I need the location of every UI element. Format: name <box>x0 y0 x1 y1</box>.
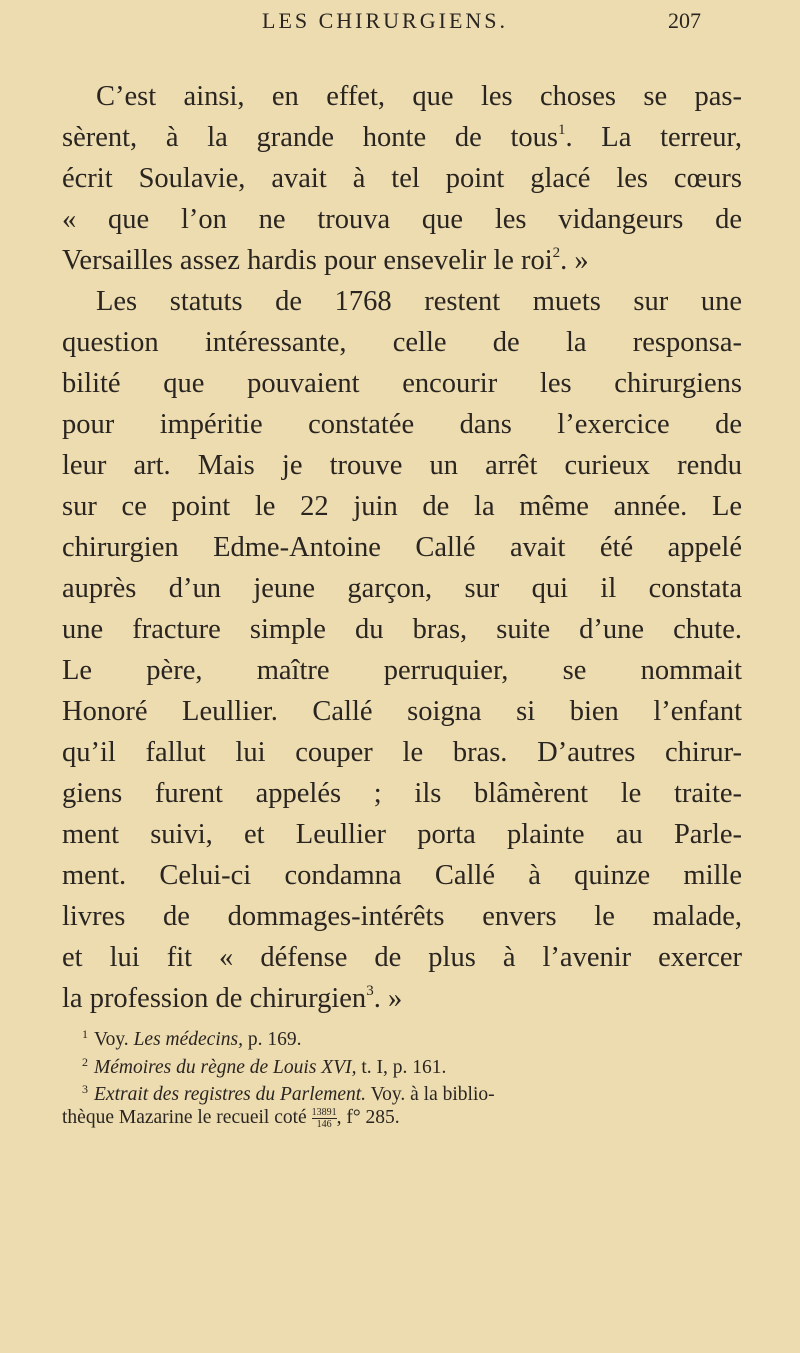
line-text: ment suivi, et Leullier porta plainte au Parle- <box>62 819 742 850</box>
footnote-ref: 1 <box>557 122 566 138</box>
text-line <box>62 281 742 322</box>
line-text: pour impéritie constatée dans l’exercice de <box>62 409 742 440</box>
line-text: giens furent appelés ; ils blâmèrent le traite- <box>62 778 742 809</box>
footnote-text: t. I, p. 161. <box>356 1056 447 1078</box>
text-line <box>62 486 742 527</box>
body-text <box>62 76 742 1019</box>
text-line <box>62 322 742 363</box>
footnote-text: Voy. à la biblio- <box>366 1084 495 1105</box>
footnote <box>62 1104 742 1132</box>
shelfmark-fraction <box>312 1107 337 1130</box>
footnote-ref: 3 <box>366 983 374 999</box>
footnotes <box>62 1021 742 1131</box>
line-text: question intéressante, celle de la responsa- <box>62 327 742 358</box>
page-number: 207 <box>668 8 701 33</box>
text-line <box>62 650 742 691</box>
line-text: bilité que pouvaient encourir les chirurgiens <box>62 368 742 399</box>
text-line <box>62 527 742 568</box>
line-text: auprès d’un jeune garçon, sur qui il constata <box>62 573 742 604</box>
footnote <box>62 1049 742 1077</box>
text-line <box>62 76 742 117</box>
footnote-title: Extrait des registres du Parlement. <box>94 1084 367 1105</box>
text-line <box>62 937 742 978</box>
text-line <box>62 568 742 609</box>
text-line <box>62 240 742 281</box>
line-text: ment. Celui-ci condamna Callé à quinze mille <box>62 860 742 891</box>
footnote <box>62 1021 742 1049</box>
footnote-text: , f° 285. <box>336 1106 400 1128</box>
line-text: sèrent, à la grande honte de tous <box>62 122 558 153</box>
line-text: et lui fit « défense de plus à l’avenir exercer <box>62 942 742 973</box>
footnote-number: 1 <box>82 1027 88 1041</box>
text-line <box>62 978 742 1019</box>
line-text: Le père, maître perruquier, se nommait <box>62 655 742 686</box>
line-text: écrit Soulavie, avait à tel point glacé les cœurs <box>62 163 742 194</box>
text-line <box>62 158 742 199</box>
footnote <box>62 1076 742 1104</box>
line-text: Versailles assez hardis pour ensevelir le roi <box>62 245 553 276</box>
line-text: . » <box>373 983 403 1014</box>
line-text: Les statuts de 1768 restent muets sur une <box>96 286 742 317</box>
footnote-text: thèque Mazarine le recueil coté <box>62 1106 312 1128</box>
footnote-text: p. 169. <box>242 1029 302 1050</box>
text-line <box>62 814 742 855</box>
line-text: « que l’on ne trouva que les vidangeurs de <box>62 204 742 235</box>
text-line <box>62 609 742 650</box>
footnote-title: Mémoires du règne de Louis XVI, <box>94 1056 357 1078</box>
line-text: . » <box>560 245 589 276</box>
line-text: sur ce point le 22 juin de la même année. Le <box>62 491 742 522</box>
line-text: qu’il fallut lui couper le bras. D’autres chirur- <box>62 737 742 768</box>
footnote-text: Voy. <box>94 1029 134 1050</box>
line-text: Honoré Leullier. Callé soigna si bien l’enfant <box>62 696 742 727</box>
text-line <box>62 855 742 896</box>
text-line <box>62 363 742 404</box>
line-text: C’est ainsi, en effet, que les choses se pas- <box>96 81 742 112</box>
fraction-numerator: 13891 <box>311 1106 337 1118</box>
text-line <box>62 896 742 937</box>
line-text: chirurgien Edme-Antoine Callé avait été appelé <box>62 532 742 563</box>
line-text: la profession de chirurgien <box>62 983 367 1014</box>
text-line <box>62 199 742 240</box>
text-line <box>62 445 742 486</box>
footnote-title: Les médecins, <box>133 1029 243 1050</box>
text-line <box>62 117 742 158</box>
footnote-ref: 2 <box>552 245 561 261</box>
running-header: LES CHIRURGIENS. <box>262 8 509 33</box>
text-line <box>62 404 742 445</box>
text-line <box>62 732 742 773</box>
text-line <box>62 691 742 732</box>
footnote-number: 2 <box>82 1054 88 1069</box>
text-line <box>62 773 742 814</box>
line-text: une fracture simple du bras, suite d’une chute. <box>62 614 742 645</box>
line-text: . La terreur, <box>565 122 742 153</box>
line-text: leur art. Mais je trouve un arrêt curieux rendu <box>62 450 742 481</box>
line-text: livres de dommages-intérêts envers le malade, <box>62 901 742 932</box>
fraction-denominator: 146 <box>316 1118 332 1130</box>
footnote-number: 3 <box>82 1082 88 1096</box>
